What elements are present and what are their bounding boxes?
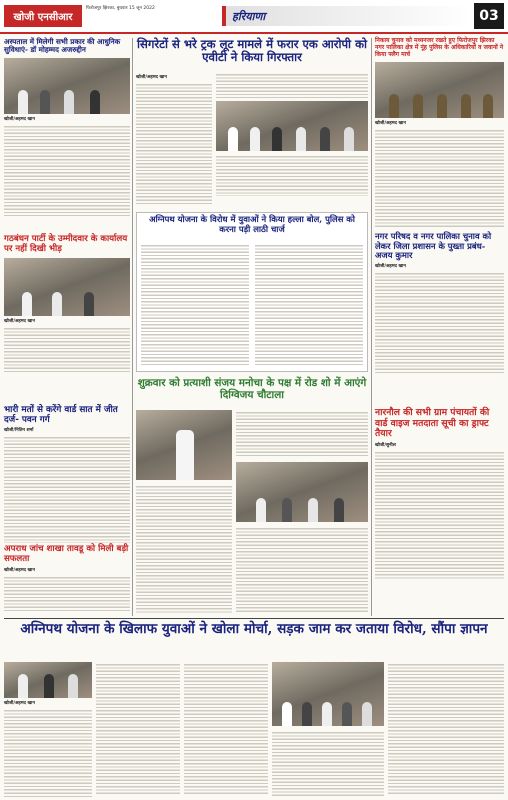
story-voter-list (375, 408, 504, 580)
story-body-text (4, 435, 130, 543)
story-hospital (4, 38, 130, 216)
byline: खोजी/अहमद खान (4, 318, 35, 324)
dateline: फिरोजपुर झिरका, बुधवार 15 जून 2022 (86, 6, 155, 11)
story-body-text (255, 243, 363, 367)
story-photo (4, 58, 130, 114)
byline: खोजी/अहमद खान (136, 75, 167, 80)
section-title: हरियाणा (222, 6, 472, 26)
story-photo (375, 62, 504, 118)
story-body-text (236, 526, 368, 614)
story-photo (4, 662, 92, 698)
page-number: 03 (474, 3, 504, 29)
headline: नगर परिषद व नगर पालिका चुनाव को लेकर जिला प्रशासन के पुख्ता प्रबंध- अजय कुमार (375, 231, 492, 261)
byline: खोजी/अहमद खान (375, 120, 406, 126)
byline: खोजी/सुनील (375, 442, 396, 448)
story-body-text (216, 154, 368, 196)
story-body-text (375, 128, 504, 228)
headline: नारनौल की सभी ग्राम पंचायतों की वार्ड वाइज मतदाता सूची का ड्राफ्ट तैयार (375, 407, 490, 440)
lead-photo (216, 101, 368, 151)
story-body-text (184, 662, 268, 796)
story-body-text (96, 662, 180, 796)
story-crime-branch (4, 545, 130, 611)
story-body-text (375, 450, 504, 580)
bottom-headline: अग्निपथ योजना के खिलाफ युवाओं ने खोला मोर्चा, सड़क जाम कर जताया विरोध, सौंपा ज्ञापन (20, 621, 488, 637)
byline: खोजी/अहमद खान (375, 263, 406, 269)
lead-headline: सिगरेटों से भरे ट्रक लूट मामले में फरार एक आरोपी को एवीटी ने किया गिरफ्तार (137, 37, 367, 65)
story-agnipath-road-block (4, 622, 504, 638)
masthead: खोजी एनसीआर (4, 5, 82, 27)
story-body-text (4, 124, 130, 216)
bottom-col-1 (4, 662, 92, 798)
section-divider (4, 618, 504, 619)
story-election-arrangements (375, 232, 504, 373)
headline: भारी मतों से करेंगे वार्ड सात में जीत दर्ज- पवन गर्ग (4, 405, 118, 426)
story-photo (4, 258, 130, 316)
story-gathbandhan (4, 235, 130, 372)
story-agnipath-protest-box (136, 212, 368, 372)
story-body-text (4, 708, 92, 798)
headline: निकाय चुनाव को मध्यनजर रखते हुए फिरोजपुर झिरका नगर पालिका क्षेत्र में नूंह पुलिस के अधिकारियों व जवानों ने किया फ्लैग मार्च (375, 37, 504, 58)
lead-text-column (136, 72, 212, 206)
story-body-text (388, 662, 504, 796)
story-body-text (236, 410, 368, 458)
story-body-text (375, 271, 504, 373)
headline: अस्पताल में मिलेगी सभी प्रकार की आधुनिक सुविधाएं- डॉ मोहम्मद अजरुद्दीन (4, 37, 121, 55)
story-lead-cigarette-truck (136, 38, 368, 65)
story-ward-seven (4, 405, 130, 543)
byline: खोजी/नितिन शर्मा (4, 428, 34, 434)
headline: अपराध जांच शाखा तावडू को मिली बड़ी सफलता (4, 544, 129, 564)
headline: गठबंधन पार्टी के उम्मीदवार के कार्यालय पर नहीं दिखी भीड़ (4, 234, 128, 254)
story-body-text (216, 72, 368, 98)
story-road-show (136, 378, 368, 402)
protest-photo (272, 662, 384, 726)
headline: अग्निपथ योजना के विरोध में युवाओं ने किया हल्ला बोल, पुलिस को करना पड़ी लाठी चार्ज (149, 214, 355, 234)
story-flag-march (375, 38, 504, 228)
column-divider (371, 38, 372, 616)
lead-photo-block (216, 72, 368, 196)
candidate-photo (136, 410, 232, 480)
page-header (0, 0, 508, 34)
byline: खोजी/अहमद खान (4, 701, 35, 706)
story-body-text (136, 484, 232, 614)
story-body-text (4, 326, 130, 372)
headline: शुक्रवार को प्रत्याशी संजय मनोचा के पक्ष में रोड शो में आएंगे दिग्विजय चौटाला (137, 377, 367, 401)
story-body-text (272, 730, 384, 796)
story-body-text (4, 575, 130, 611)
byline: खोजी/अहमद खान (4, 567, 35, 573)
byline: खोजी/अहमद खान (4, 116, 35, 122)
story-body-text (141, 243, 249, 367)
story-body-text (136, 82, 212, 206)
rally-photo (236, 462, 368, 522)
column-divider (132, 38, 133, 616)
